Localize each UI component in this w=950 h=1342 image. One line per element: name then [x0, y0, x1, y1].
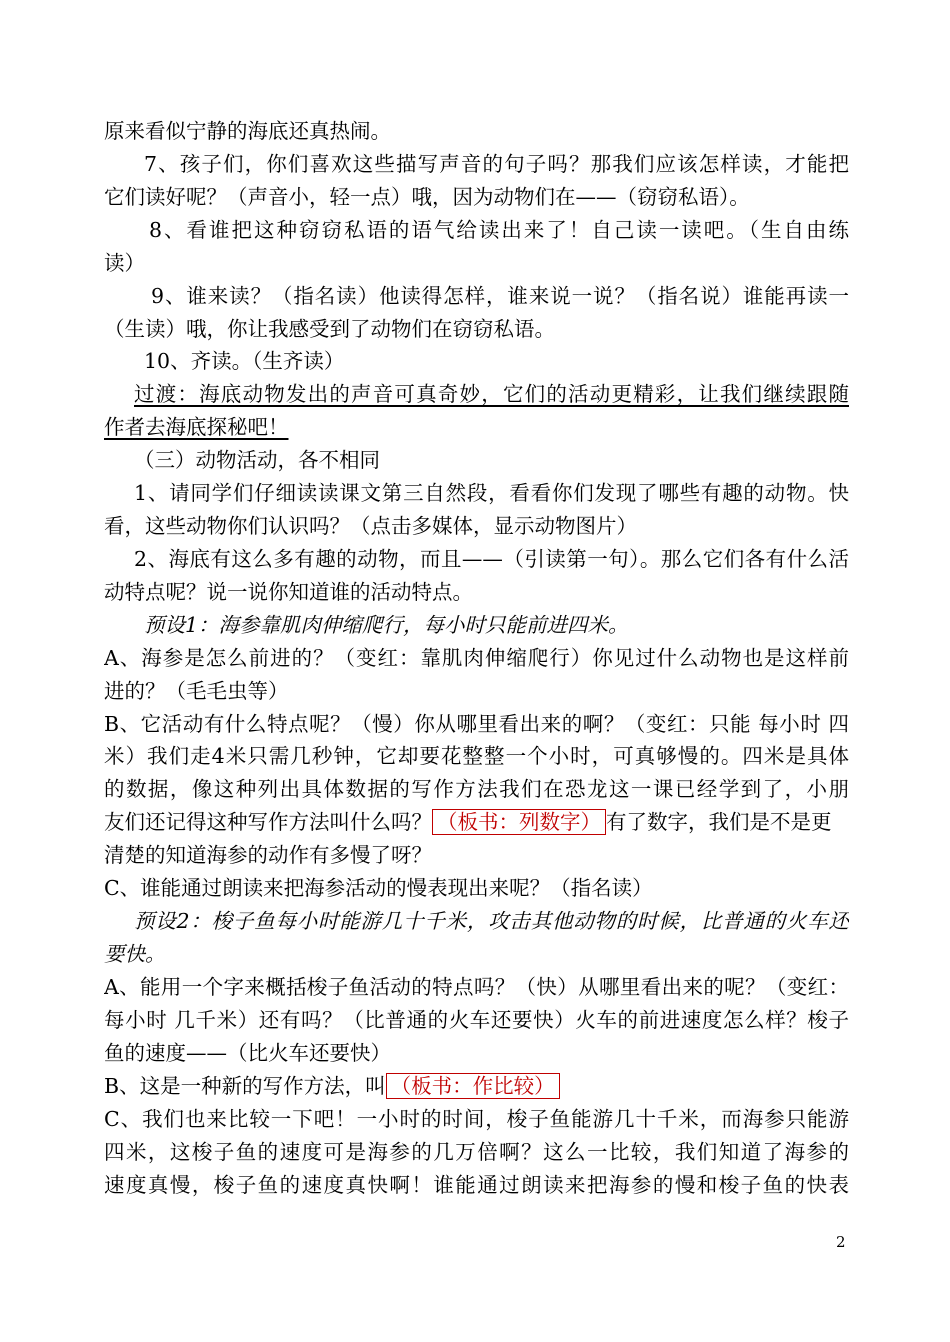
- text-line: C、我们也来比较一下吧！一小时的时间，梭子鱼能游几十千米，而海参只能游: [104, 1107, 849, 1131]
- text-line: A、能用一个字来概括梭子鱼活动的特点吗？（快）从哪里看出来的呢？（变红：: [104, 975, 849, 999]
- preset-line: 要快。: [104, 942, 166, 966]
- text-line: 速度真慢，梭子鱼的速度真快啊！谁能通过朗读来把海参的慢和梭子鱼的快表: [104, 1173, 849, 1197]
- text-line: 四米，这梭子鱼的速度可是海参的几万倍啊？这么一比较，我们知道了海参的: [104, 1140, 849, 1164]
- text-line: A、海参是怎么前进的？（变红：靠肌肉伸缩爬行）你见过什么动物也是这样前: [104, 646, 849, 670]
- text-segment: B、这是一种新的写作方法，叫: [104, 1074, 386, 1098]
- board-note-box: （板书：列数字）: [432, 809, 606, 835]
- section-heading: （三）动物活动，各不相同: [134, 448, 380, 472]
- text-line: 鱼的速度——（比火车还要快）: [104, 1041, 391, 1065]
- transition-line: 作者去海底探秘吧！: [104, 415, 289, 439]
- text-line: 进的？（毛毛虫等）: [104, 679, 289, 703]
- text-segment: 友们还记得这种写作方法叫什么吗？: [104, 810, 432, 834]
- text-segment: 有了数字，我们是不是更: [606, 810, 832, 834]
- text-line-with-box: [104, 1071, 849, 1101]
- text-line: 原来看似宁静的海底还真热闹。: [104, 119, 391, 143]
- board-note-box: （板书：作比较）: [386, 1073, 560, 1099]
- preset-line: 预设2：梭子鱼每小时能游几十千米，攻击其他动物的时候，比普通的火车还: [134, 909, 849, 933]
- text-line: 看，这些动物你们认识吗？（点击多媒体，显示动物图片）: [104, 514, 637, 538]
- page-number: 2: [836, 1233, 846, 1251]
- text-line: 1、请同学们仔细读读课文第三自然段，看看你们发现了哪些有趣的动物。快: [134, 481, 849, 505]
- text-line: 8、看谁把这种窃窃私语的语气给读出来了！自己读一读吧。（生自由练: [149, 218, 849, 242]
- text-line: 7、孩子们，你们喜欢这些描写声音的句子吗？那我们应该怎样读，才能把: [144, 152, 849, 176]
- text-line: 动特点呢？说一说你知道谁的活动特点。: [104, 580, 473, 604]
- text-line: 2、海底有这么多有趣的动物，而且——（引读第一句）。那么它们各有什么活: [134, 547, 849, 571]
- text-line: 的数据，像这种列出具体数据的写作方法我们在恐龙这一课已经学到了，小朋: [104, 777, 849, 801]
- text-line: B、它活动有什么特点呢？（慢）你从哪里看出来的啊？（变红：只能 每小时 四: [104, 712, 849, 736]
- text-line: C、谁能通过朗读来把海参活动的慢表现出来呢？（指名读）: [104, 876, 653, 900]
- transition-line: 过渡：海底动物发出的声音可真奇妙，它们的活动更精彩，让我们继续跟随: [134, 382, 849, 406]
- text-line: 每小时 几千米）还有吗？（比普通的火车还要快）火车的前进速度怎么样？梭子: [104, 1008, 849, 1032]
- text-line: 清楚的知道海参的动作有多慢了呀？: [104, 843, 432, 867]
- text-line: 它们读好呢？（声音小，轻一点）哦，因为动物们在——（窃窃私语）。: [104, 185, 750, 209]
- preset-line: 预设1：海参靠肌肉伸缩爬行，每小时只能前进四米。: [144, 613, 629, 637]
- text-line: 米）我们走4米只需几秒钟，它却要花整整一个小时，可真够慢的。四米是具体: [104, 744, 849, 768]
- text-line-with-box: [104, 807, 849, 837]
- text-line: （生读）哦，你让我感受到了动物们在窃窃私语。: [104, 317, 555, 341]
- text-line: 读）: [104, 251, 145, 275]
- text-line: 10、齐读。（生齐读）: [144, 349, 345, 373]
- text-line: 9、谁来读？（指名读）他读得怎样，谁来说一说？（指名说）谁能再读一: [151, 284, 849, 308]
